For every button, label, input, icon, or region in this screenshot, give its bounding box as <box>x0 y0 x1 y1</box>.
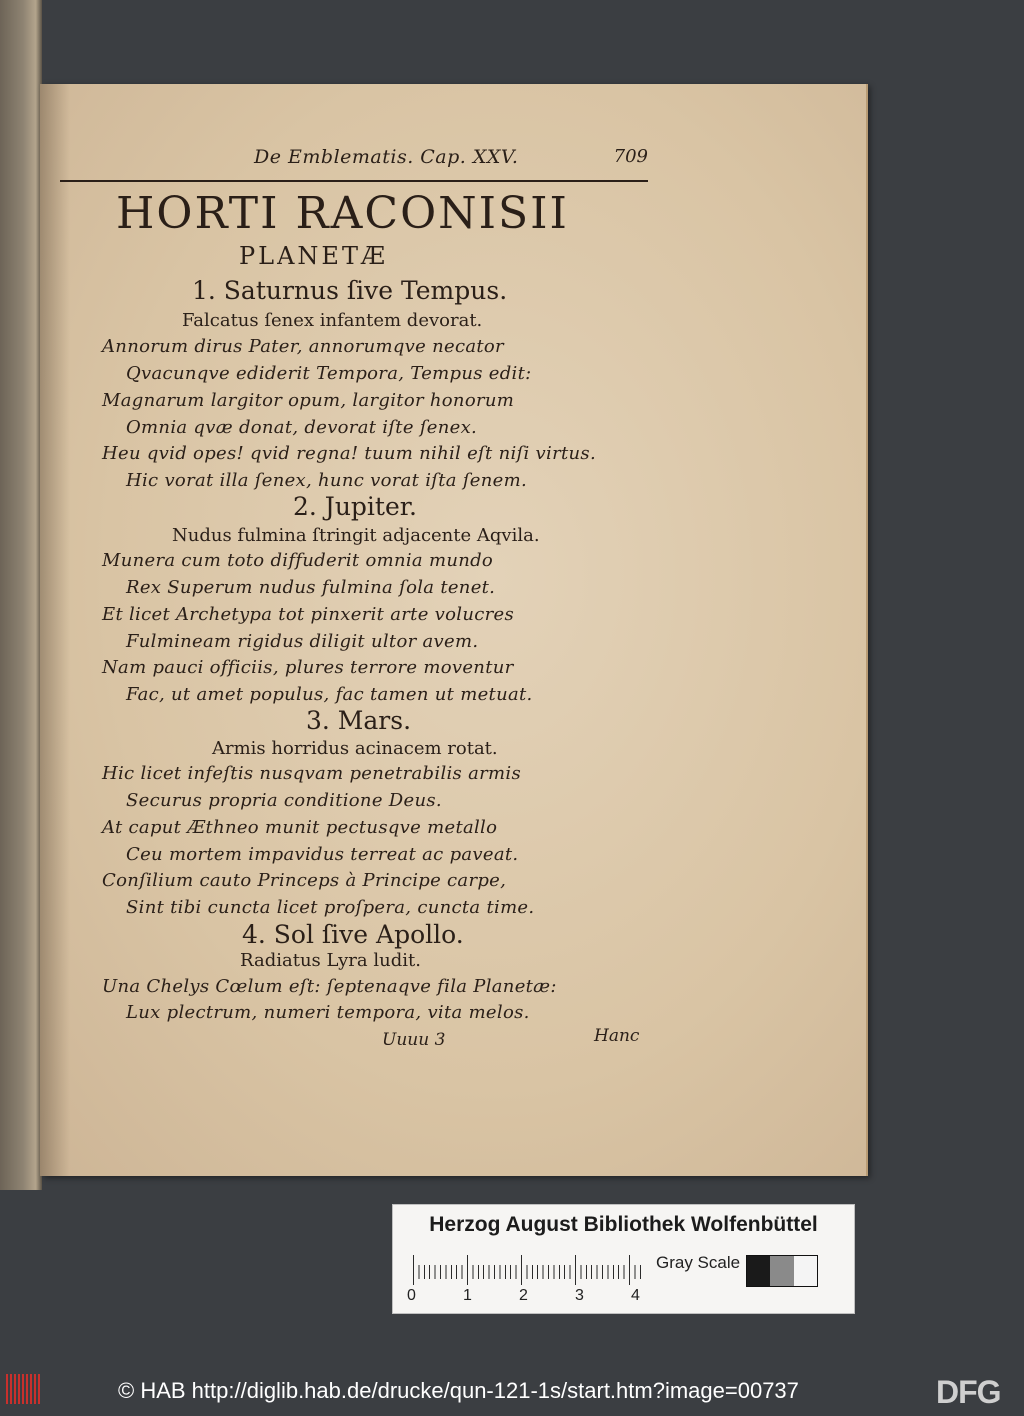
gray-patch-light <box>794 1256 817 1286</box>
gray-scale-patches <box>746 1255 818 1287</box>
page-subtitle: PLANETÆ <box>239 242 388 270</box>
ruler-number: 2 <box>519 1287 528 1304</box>
ruler-number: 1 <box>463 1287 472 1304</box>
verse-line: Ceu mortem impavidus terreat ac paveat. <box>126 844 519 865</box>
verse-line: Omnia qvæ donat, devorat iſte ſenex. <box>126 417 478 438</box>
running-head: De Emblematis. Cap. XXV. <box>254 146 519 168</box>
section-motto: Armis horridus acinacem rotat. <box>212 738 498 759</box>
page-header <box>60 146 648 182</box>
measurement-ruler <box>413 1255 643 1285</box>
section-motto: Falcatus ſenex infantem devorat. <box>182 310 483 331</box>
facing-page-edge <box>0 0 42 1190</box>
verse-line: Hic licet infeſtis nusqvam penetrabilis armis <box>102 763 522 784</box>
verse-line: Securus propria conditione Deus. <box>126 790 442 811</box>
page-number: 709 <box>613 146 648 167</box>
section-motto: Nudus fulmina ſtringit adjacente Aqvila. <box>172 525 540 546</box>
copyright-link[interactable]: © HAB http://diglib.hab.de/drucke/qun-121-1s/start.htm?image=00737 <box>118 1378 799 1403</box>
verse-line: Fulmineam rigidus diligit ultor avem. <box>126 631 479 652</box>
verse-line: Fac, ut amet populus, fac tamen ut metuat. <box>126 684 533 705</box>
verse-line: Et licet Archetypa tot pinxerit arte volucres <box>102 604 514 625</box>
catchword: Hanc <box>594 1026 640 1046</box>
section-heading: 2. Jupiter. <box>293 492 417 521</box>
section-heading: 4. Sol ſive Apollo. <box>242 920 464 949</box>
verse-line: Annorum dirus Pater, annorumqve necator <box>102 336 504 357</box>
verse-line: Magnarum largitor opum, largitor honorum <box>102 390 515 411</box>
verse-line: At caput Æthneo munit pectusqve metallo <box>102 817 498 838</box>
verse-line: Qvacunqve ediderit Tempora, Tempus edit: <box>126 363 532 384</box>
verse-line: Heu qvid opes! qvid regna! tuum nihil eſt niſi virtus. <box>102 443 596 464</box>
verse-line: Lux plectrum, numeri tempora, vita melos. <box>126 1002 530 1023</box>
gray-patch-mid <box>770 1256 793 1286</box>
verse-line: Nam pauci officiis, plures terrore moventur <box>102 657 514 678</box>
section-heading: 1. Saturnus ſive Tempus. <box>192 276 508 305</box>
book-page <box>40 84 866 1176</box>
page-title: HORTI RACONISII <box>116 188 569 239</box>
section-heading: 3. Mars. <box>306 706 412 735</box>
verse-line: Munera cum toto diffuderit omnia mundo <box>102 550 494 571</box>
hab-logo-icon <box>6 1374 42 1404</box>
verse-line: Una Chelys Cœlum eſt: ſeptenaqve fila Planetæ: <box>102 976 557 997</box>
ruler-number: 4 <box>631 1287 640 1304</box>
gray-scale-label: Gray Scale <box>656 1253 741 1272</box>
ruler-number: 0 <box>407 1287 416 1304</box>
verse-line: Rex Superum nudus fulmina ſola tenet. <box>126 577 496 598</box>
section-motto: Radiatus Lyra ludit. <box>240 950 421 971</box>
verse-line: Conſilium cauto Princeps à Principe carpe, <box>102 870 507 891</box>
color-scale-card <box>392 1204 855 1314</box>
signature-mark: Uuuu 3 <box>382 1030 446 1050</box>
gray-patch-dark <box>747 1256 770 1286</box>
library-name: Herzog August Bibliothek Wolfenbüttel <box>429 1213 818 1236</box>
ruler-number: 3 <box>575 1287 584 1304</box>
verse-line: Hic vorat illa ſenex, hunc vorat iſta ſenem. <box>126 470 527 491</box>
footer-bar <box>0 1368 1024 1416</box>
dfg-logo: DFG <box>936 1374 1001 1410</box>
verse-line: Sint tibi cuncta licet proſpera, cuncta time. <box>126 897 535 918</box>
